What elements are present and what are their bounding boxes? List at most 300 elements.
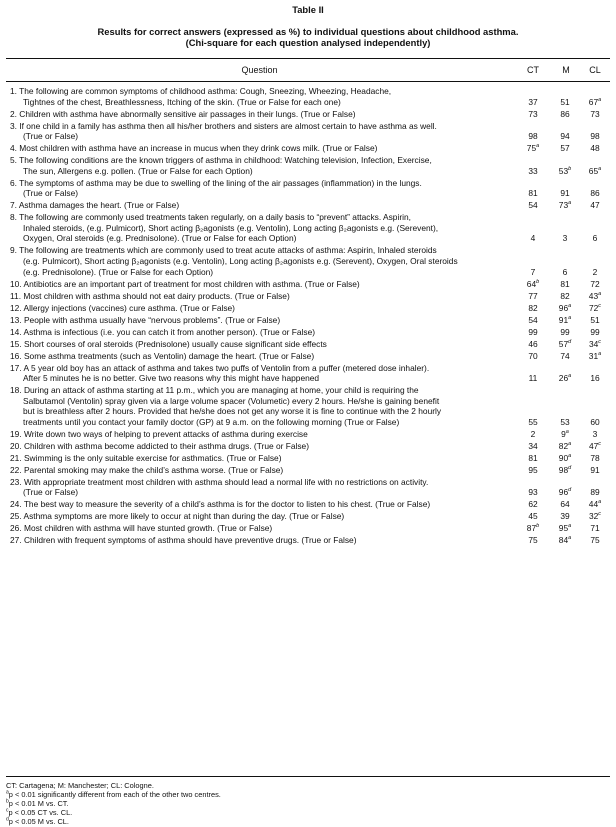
question-line: 1. The following are common symptoms of childhood asthma: Cough, Sneezing, Wheezing, Headache, [10,86,392,96]
value-cl-number: 67 [588,96,599,107]
footnote [6,781,221,790]
value-cl-number: 44 [588,499,599,510]
value-m-number: 57 [560,143,570,154]
value-ct [518,267,548,278]
question-line: 20. Children with asthma become addicted to their asthma drugs. (True or False) [10,440,310,451]
value-cl-number: 43 [588,290,599,301]
value-m-number: 64 [560,499,570,510]
question-line: 14. Asthma is infectious (i.e. you can catch it from another person). (True or False) [10,326,316,337]
value-m-number: 99 [560,326,570,337]
table-row [0,511,616,522]
question-line: (True or False) [23,487,79,498]
value-cl-number: 47 [590,200,600,211]
question-text [10,143,508,154]
value-m-number: 96 [558,302,569,313]
footnote-mark: c [6,807,9,814]
question-line: (e.g. Pulmicort), Short acting β₂agonists (e.g. Ventolin), Long acting β₂agonists e.g. (Serevent), Oxygen, Oral steroids [23,256,458,267]
value-m [550,291,580,302]
value-ct [518,465,548,476]
question-line: 18. During an attack of asthma starting at 11 p.m., which you are managing at home, your child is requiring the [10,385,419,396]
value-ct-number: 55 [528,416,538,427]
value-ct-number: 73 [528,108,538,119]
question-text [10,291,508,302]
value-ct [518,487,548,498]
question-line: 6. The symptoms of asthma may be due to swelling of the lining of the air passages (inflammation) in the lungs. [10,177,422,188]
value-cl-footnote-mark: c [598,302,602,309]
value-ct-number: 77 [528,290,538,301]
value-cl-number: 75 [590,535,600,546]
value-m-number: 98 [558,464,569,475]
value-ct-number: 93 [528,487,538,498]
value-m-number: 86 [560,108,570,119]
bottom-rule [6,776,610,777]
value-cl-footnote-mark: a [598,499,602,506]
table-row [0,339,616,350]
question-text [10,279,508,290]
value-cl-number: 72 [590,278,600,289]
value-cl-number: 89 [590,487,600,498]
value-m [550,441,580,452]
value-m [550,131,580,142]
question-text [10,327,508,338]
question-line: 5. The following conditions are the known triggers of asthma in childhood: Watching television, Infection, Exercise, [10,155,432,166]
value-m-footnote-mark: d [568,465,572,471]
table-row [0,291,616,302]
value-ct-number: 46 [528,338,538,349]
value-cl-number: 16 [590,373,600,384]
footnote [6,790,221,799]
value-m-footnote-mark: b [568,165,572,172]
question-line: (e.g. Prednisolone). (True or False for each Option) [23,266,214,277]
question-text [10,212,508,244]
value-ct-number: 95 [528,464,538,475]
document [0,0,616,48]
question-text [10,523,508,534]
question-line: Oxygen, Oral steroids (e.g. Prednisolone). (True or False for each Option) [23,233,297,244]
value-ct [518,339,548,350]
table-row [0,363,616,384]
question-line: 15. Short courses of oral steroids (Prednisolone) usually cause significant side effects [10,338,327,349]
question-line: Tightnes of the chest, Breathlessness, Itching of the skin. (True or False for each one) [23,96,341,107]
table-row [0,212,616,244]
question-text [10,303,508,314]
footnote [6,808,221,817]
value-ct [518,499,548,510]
header-m: M [562,65,570,75]
question-line: The sun, Allergens e.g. pollen. (True or False for each Option) [23,165,253,176]
value-m [550,279,580,290]
question-line: (True or False) [23,188,79,199]
value-m-number: 51 [560,96,570,107]
value-ct-number: 75 [526,143,537,154]
value-cl [580,303,610,314]
value-m-number: 74 [560,350,570,361]
value-m-number: 3 [562,233,568,244]
footnote-mark: a [6,789,9,796]
value-ct-footnote-mark: b [536,523,540,530]
question-line: 26. Most children with asthma will have stunted growth. (True or False) [10,523,273,534]
table-row [0,441,616,452]
table-header [0,64,616,76]
value-cl-number: 91 [590,464,600,475]
question-text [10,535,508,546]
value-ct-number: 7 [530,266,536,277]
value-cl [580,417,610,428]
value-cl-footnote-mark: a [598,96,602,103]
value-cl-number: 3 [592,428,598,439]
question-text [10,155,508,176]
value-ct [518,291,548,302]
footnote-text: p < 0.05 CT vs. CL. [8,808,73,818]
value-m-number: 6 [562,266,568,277]
question-line: Salbutamol (Ventolin) spray given via a large volume spacer (Volumetic) every 2 hours. He/she is gaining benefit [23,395,440,406]
value-ct-number: 64 [526,278,537,289]
value-cl [580,429,610,440]
header-cl: CL [589,65,601,75]
table-row [0,279,616,290]
value-ct [518,166,548,177]
value-m-number: 90 [558,452,569,463]
value-ct-number: 4 [530,233,536,244]
value-ct-number: 11 [528,373,538,384]
value-cl [580,233,610,244]
value-cl [580,511,610,522]
value-m-footnote-mark: d [568,338,572,345]
footnote [6,799,221,808]
value-ct-number: 81 [528,188,538,199]
value-cl [580,523,610,534]
value-cl-number: 65 [588,165,599,176]
table-label: Table II [292,4,324,15]
value-ct-number: 54 [528,314,538,325]
value-ct [518,200,548,211]
value-cl [580,339,610,350]
question-line: but is breathless after 2 hours. Provided that he/she does not get any worse it is fine to continue with the 2 hourly [23,406,442,417]
value-ct-number: 82 [528,302,538,313]
value-cl [580,200,610,211]
value-m-footnote-mark: a [568,441,572,448]
value-cl [580,131,610,142]
value-ct-footnote-mark: a [536,143,540,150]
value-m-number: 39 [560,511,570,522]
value-ct [518,303,548,314]
table-caption [0,26,616,48]
value-ct [518,373,548,384]
question-line: (True or False) [23,131,79,142]
value-cl-number: 48 [590,143,600,154]
question-line: 8. The following are commonly used treatments taken regularly, on a daily basis to “prevent” attacks. Aspirin, [10,212,411,223]
footnotes [6,781,221,826]
value-m [550,143,580,154]
table-row [0,200,616,211]
value-m [550,535,580,546]
value-ct [518,523,548,534]
value-m-number: 73 [558,200,569,211]
value-m-number: 26 [558,373,569,384]
question-text [10,178,508,199]
value-m-number: 53 [560,416,570,427]
value-cl [580,97,610,108]
question-line: Inhaled steroids, (e.g. Pulmicort), Short acting β₂agonists (e.g. Ventolin), Long acting β₂agonists e.g. (Serevent), [23,222,439,233]
value-m [550,487,580,498]
header-question: Question [241,65,278,75]
value-m [550,267,580,278]
table-row [0,477,616,498]
value-m [550,315,580,326]
value-m-number: 96 [558,487,569,498]
value-cl-number: 32 [588,511,599,522]
value-cl-number: 47 [588,440,599,451]
header-ct: CT [527,65,539,75]
value-ct-number: 98 [528,131,538,142]
caption-line-1: Results for correct answers (expressed as %) to individual questions about childhood asthma. [97,26,519,37]
value-ct [518,453,548,464]
value-cl [580,441,610,452]
value-m-number: 9 [561,428,566,439]
value-ct [518,511,548,522]
caption-line-2: (Chi-square for each question analysed independently) [185,37,431,48]
value-ct [518,131,548,142]
table-row [0,155,616,176]
value-ct [518,441,548,452]
footnote-text: p < 0.05 M vs. CL. [8,817,69,827]
question-line: 3. If one child in a family has asthma then all his/her brothers and sisters are almost certain to have asthma as well. [10,120,437,131]
value-cl-footnote-mark: a [598,350,602,357]
value-m [550,429,580,440]
top-rule [6,58,610,59]
value-ct-number: 70 [528,350,538,361]
value-m-footnote-mark: a [568,302,572,309]
question-text [10,200,508,211]
value-m [550,233,580,244]
header-rule [6,81,610,82]
value-ct-number: 81 [528,452,538,463]
value-m [550,453,580,464]
value-cl-number: 72 [588,302,599,313]
value-m-number: 95 [558,523,569,534]
value-cl-number: 51 [590,314,600,325]
table-row [0,465,616,476]
value-m [550,109,580,120]
question-text [10,511,508,522]
question-line: 17. A 5 year old boy has an attack of asthma and takes two puffs of Ventolin from a puffer (metered dose inhaler). [10,362,430,373]
value-cl-number: 78 [590,452,600,463]
value-ct [518,109,548,120]
question-line: 25. Asthma symptoms are more likely to occur at night than during the day. (True or False) [10,511,345,522]
value-cl [580,291,610,302]
value-cl [580,143,610,154]
question-text [10,465,508,476]
question-text [10,441,508,452]
question-line: 13. People with asthma usually have “nervous problems”. (True or False) [10,314,281,325]
value-m [550,417,580,428]
question-text [10,109,508,120]
value-cl-number: 86 [590,188,600,199]
table-row [0,429,616,440]
table-row [0,109,616,120]
value-m-number: 94 [560,131,570,142]
question-text [10,121,508,142]
value-cl-number: 71 [590,523,600,534]
value-ct-number: 62 [528,499,538,510]
value-cl-number: 34 [588,338,599,349]
value-ct [518,315,548,326]
question-line: 22. Parental smoking may make the child’s asthma worse. (True or False) [10,464,284,475]
value-m [550,303,580,314]
value-cl [580,315,610,326]
value-ct-number: 2 [530,428,536,439]
table-body [0,86,616,547]
table-row [0,351,616,362]
value-cl-number: 98 [590,131,600,142]
value-m-number: 82 [560,290,570,301]
footnote-mark: b [6,798,9,805]
value-cl [580,535,610,546]
value-ct-number: 75 [528,535,538,546]
table-row [0,121,616,142]
value-m-number: 81 [560,278,570,289]
value-cl [580,351,610,362]
value-cl [580,267,610,278]
value-cl [580,465,610,476]
value-ct [518,535,548,546]
table-row [0,86,616,107]
value-ct-number: 34 [528,440,538,451]
question-text [10,429,508,440]
value-cl [580,373,610,384]
table-row [0,535,616,546]
value-cl-number: 73 [590,108,600,119]
value-m-footnote-mark: a [568,535,572,542]
footnote-text: CT: Cartagena; M: Manchester; CL: Cologne. [6,781,154,790]
value-m [550,465,580,476]
value-ct-number: 33 [528,165,538,176]
value-cl-number: 2 [592,266,598,277]
question-line: treatments until you contact your family doctor (GP) at 9 a.m. on the following morning (True or False) [23,416,400,427]
question-text [10,385,508,427]
table-row [0,453,616,464]
question-line: 4. Most children with asthma have an increase in mucus when they drink cows milk. (True or False) [10,143,378,154]
value-cl [580,453,610,464]
value-cl [580,109,610,120]
value-m-footnote-mark: d [568,487,572,494]
value-ct [518,327,548,338]
value-m [550,97,580,108]
value-cl [580,487,610,498]
value-m-number: 84 [558,535,569,546]
value-ct [518,143,548,154]
value-m-number: 91 [560,188,570,199]
value-ct [518,417,548,428]
value-cl-footnote-mark: c [598,511,602,518]
question-text [10,477,508,498]
table-row [0,143,616,154]
question-line: 2. Children with asthma have abnormally sensitive air passages in their lungs. (True or False) [10,108,356,119]
value-ct-number: 87 [526,523,537,534]
value-cl-footnote-mark: c [598,338,602,345]
value-ct [518,351,548,362]
table-row [0,385,616,427]
value-ct-number: 45 [528,511,538,522]
question-text [10,339,508,350]
table-row [0,245,616,277]
value-cl [580,327,610,338]
value-m [550,339,580,350]
question-line: After 5 minutes he is no better. Give two reasons why this might have happened [23,373,320,384]
footnote-mark: d [6,816,9,823]
value-m [550,511,580,522]
value-m [550,373,580,384]
value-m [550,523,580,534]
question-line: 10. Antibiotics are an important part of treatment for most children with asthma. (True or False) [10,278,360,289]
value-m [550,351,580,362]
footnote-text: p < 0.01 significantly different from each of the other two centres. [8,790,221,800]
value-m-number: 57 [558,338,569,349]
value-m [550,499,580,510]
question-text [10,86,508,107]
value-m-footnote-mark: a [568,373,572,380]
footnote-text: p < 0.01 M vs. CT. [8,799,69,809]
value-m [550,188,580,199]
question-text [10,453,508,464]
value-cl-number: 60 [590,416,600,427]
value-cl [580,166,610,177]
value-cl-footnote-mark: c [598,441,602,448]
value-cl-number: 31 [588,350,599,361]
table-row [0,178,616,199]
question-line: 9. The following are treatments which are commonly used to treat acute attacks of asthma: Aspirin, Inhaled steroids [10,245,437,256]
value-ct [518,188,548,199]
value-m-footnote-mark: a [568,200,572,207]
value-cl [580,499,610,510]
question-line: 11. Most children with asthma should not eat dairy products. (True or False) [10,290,290,301]
question-text [10,245,508,277]
value-cl [580,188,610,199]
value-m-footnote-mark: a [568,314,572,321]
value-ct-number: 37 [528,96,538,107]
question-line: 24. The best way to measure the severity of a child’s asthma is for the doctor to listen to his chest. (True or False) [10,499,431,510]
question-text [10,499,508,510]
question-line: 21. Swimming is the only suitable exercise for asthmatics. (True or False) [10,452,282,463]
value-m [550,166,580,177]
value-m-footnote-mark: a [568,523,572,530]
question-line: 27. Children with frequent symptoms of asthma should have preventive drugs. (True or False) [10,535,357,546]
table-row [0,303,616,314]
value-cl [580,279,610,290]
value-cl-number: 99 [590,326,600,337]
value-m [550,327,580,338]
value-ct [518,97,548,108]
value-ct-number: 54 [528,200,538,211]
table-row [0,499,616,510]
value-m [550,200,580,211]
question-line: 19. Write down two ways of helping to prevent attacks of asthma during exercise [10,428,308,439]
value-m-footnote-mark: a [565,429,569,436]
value-ct-footnote-mark: b [536,278,540,285]
table-row [0,327,616,338]
question-line: 16. Some asthma treatments (such as Ventolin) damage the heart. (True or False) [10,350,315,361]
question-text [10,351,508,362]
value-cl-footnote-mark: a [598,165,602,172]
value-ct [518,279,548,290]
value-ct [518,233,548,244]
value-m-number: 53 [558,165,569,176]
value-m-number: 82 [558,440,569,451]
footnote [6,817,221,826]
value-ct-number: 99 [528,326,538,337]
table-row [0,523,616,534]
question-line: 12. Allergy injections (vaccines) cure asthma. (True or False) [10,302,235,313]
